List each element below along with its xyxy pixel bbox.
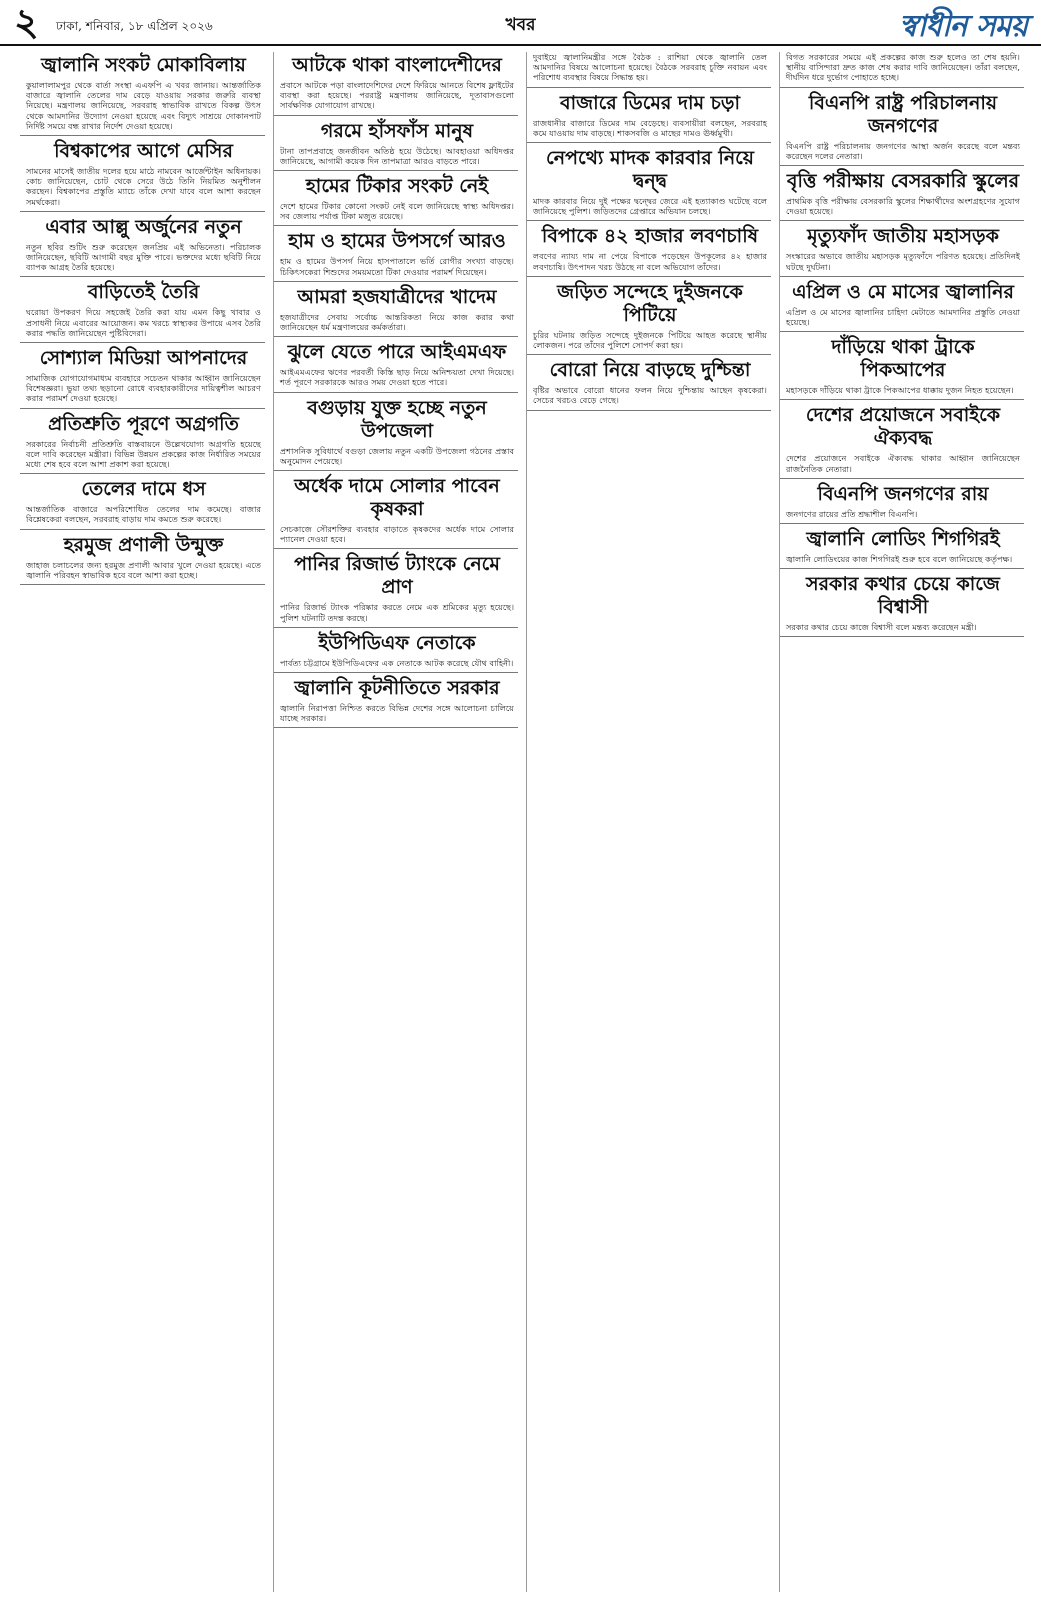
news-story [527, 359, 771, 410]
news-story [527, 225, 771, 276]
headline: বৃত্তি পরীক্ষায় বেসরকারি স্কুলের [786, 170, 1020, 193]
article-body: নতুন ছবির শুটিং শুরু করেছেন জনপ্রিয় এই অভিনেতা। পরিচালক জানিয়েছেন, ছবিটি আগামী বছর মুক্তি পাবে। ভক্তদের মধ্যে ছবিটি নিয়ে ব্যাপক আগ্রহ তৈরি হয়েছে। [26, 241, 261, 273]
news-story [274, 632, 518, 673]
headline: ইউপিডিএফ নেতাকে [318, 631, 476, 654]
newspaper-logo: স্বাধীন সময় [899, 9, 1027, 44]
article-body: প্রশাসনিক সুবিধার্থে বগুড়া জেলায় নতুন একটি উপজেলা গঠনের প্রস্তাব অনুমোদন পেয়েছে। [280, 445, 514, 466]
news-story [780, 336, 1024, 400]
news-story [20, 140, 265, 212]
headline: অর্ধেক দামে সোলার পাবেন কৃষকরা [294, 475, 500, 521]
headline: বাড়িতেই তৈরি [87, 281, 200, 304]
masthead [0, 0, 1041, 46]
article-body: জ্বালানি লোডিংয়ের কাজ শিগগিরই শুরু হবে বলে জানিয়েছে কর্তৃপক্ষ। [786, 554, 1013, 565]
article-body: জনগণের রায়ের প্রতি শ্রদ্ধাশীল বিএনপি। [786, 508, 918, 519]
article-body: পানির রিজার্ভ ট্যাংক পরিষ্কার করতে নেমে এক শ্রমিকের মৃত্যু হয়েছে। পুলিশ ঘটনাটি তদন্ত করছে। [280, 602, 514, 623]
dateline: ঢাকা, শনিবার, ১৮ এপ্রিল ২০২৬ [56, 19, 213, 33]
headline: হরমুজ প্রণালী উন্মুক্ত [63, 533, 224, 556]
headline: সোশ্যাল মিডিয়া আপনাদের [39, 347, 248, 370]
headline: জ্বালানি সংকট মোকাবিলায় [41, 54, 246, 76]
headline: বিএনপি রাষ্ট্র পরিচালনায় জনগণের [808, 91, 998, 137]
headline: প্রতিশ্রুতি পূরণে অগ্রগতি [48, 412, 239, 435]
article-body: বিগত সরকারের সময়ে এই প্রকল্পের কাজ শুরু হলেও তা শেষ হয়নি। স্থানীয় বাসিন্দারা দ্রুত কাজ শেষ করার দাবি জানিয়েছেন। তাঁরা বলছেন, দীর্ঘদিন ধরে দুর্ভোগ পোহাতে হচ্ছে। [786, 52, 1020, 83]
article-body: আইএমএফের ঋণের পরবর্তী কিস্তি ছাড় নিয়ে অনিশ্চয়তা দেখা দিয়েছে। শর্ত পূরণে সরকারকে আরও সময় দেওয়া হতে পারে। [280, 367, 514, 388]
headline: জড়িত সন্দেহে দুইজনকে পিটিয়ে [557, 280, 743, 326]
news-story [274, 677, 518, 728]
article-body: জাহাজ চলাচলের জন্য হরমুজ প্রণালী আবার খুলে দেওয়া হয়েছে। এতে জ্বালানি পরিবহন স্বাভাবিক হবে বলে আশা করা হচ্ছে। [26, 559, 261, 580]
article-body: বিএনপি রাষ্ট্র পরিচালনায় জনগণের আস্থা অর্জন করেছে বলে মন্তব্য করেছেন দলের নেতারা। [786, 140, 1020, 161]
headline: এবার আল্লু অর্জুনের নতুন [45, 215, 242, 238]
news-story [274, 397, 518, 471]
news-story [780, 404, 1024, 478]
news-story [274, 175, 518, 226]
page-number: ২ [14, 0, 39, 44]
article-body: বৃষ্টির অভাবে বোরো ধানের ফলন নিয়ে দুশ্চিন্তায় আছেন কৃষকেরা। সেচের খরচও বেড়ে গেছে। [533, 385, 767, 406]
headline: পানির রিজার্ভ ট্যাংকে নেমে প্রাণ [294, 553, 500, 599]
article-body: রাজধানীর বাজারে ডিমের দাম বেড়েছে। ব্যবসায়ীরা বলছেন, সরবরাহ কমে যাওয়ায় দাম বাড়ছে। শাকসবজি ও মাছের দামও ঊর্ধ্বমুখী। [533, 117, 767, 138]
section-title: খবর [505, 15, 536, 35]
article-body: এপ্রিল ও মে মাসের জ্বালানির চাহিদা মেটাতে আমদানির প্রস্তুতি নেওয়া হয়েছে। [786, 306, 1020, 328]
article-body: সামাজিক যোগাযোগমাধ্যম ব্যবহারে সচেতন থাকার আহ্বান জানিয়েছেন বিশেষজ্ঞরা। ভুয়া তথ্য ছড়ানো রোধে ব্যবহারকারীদের দায়িত্বশীল আচরণ করার পরামর্শ দেওয়া হয়েছে। [26, 373, 261, 404]
article-body: আন্তর্জাতিক বাজারে অপরিশোধিত তেলের দাম কমেছে। বাজার বিশ্লেষকেরা বলছেন, সরবরাহ বাড়ায় দাম কমতে শুরু করেছে। [26, 504, 261, 525]
news-story [20, 347, 265, 409]
headline: আমরা হজযাত্রীদের খাদেম [297, 285, 497, 308]
news-story [20, 216, 265, 278]
news-story [20, 54, 265, 136]
news-story [274, 341, 518, 392]
headline: তেলের দামে ধস [81, 478, 206, 501]
article-body: সরকার কথার চেয়ে কাজে বিশ্বাসী বলে মন্তব্য করেছেন মন্ত্রী। [786, 622, 977, 633]
news-story [780, 170, 1024, 221]
headline: আটকে থাকা বাংলাদেশীদের [292, 54, 502, 76]
column-4 [779, 52, 1024, 1592]
headline: জ্বালানি লোডিং শিগগিরই [806, 528, 1000, 551]
article-body: দেশে হামের টিকার কোনো সংকট নেই বলে জানিয়েছে স্বাস্থ্য অধিদপ্তর। সব জেলায় পর্যাপ্ত টিকা মজুত রয়েছে। [280, 201, 514, 222]
article-body: সেচকাজে সৌরশক্তির ব্যবহার বাড়াতে কৃষকদের অর্ধেক দামে সোলার প্যানেল দেওয়া হবে। [280, 524, 514, 545]
article-body: কুয়ালালামপুর থেকে বার্তা সংস্থা এএফপি এ খবর জানায়। আন্তর্জাতিক বাজারে জ্বালানি তেলের দাম বেড়ে যাওয়ায় সরকার জরুরি ব্যবস্থা নিয়েছে। মন্ত্রণালয় জানিয়েছে, সরবরাহ স্বাভাবিক রাখতে বিকল্প উৎস থেকে আমদানির উদ্যোগ নেওয়া হয়েছে এবং বিদ্যুৎ সাশ্রয়ে দোকানপাট নির্দিষ্ট সময়ে বন্ধ রাখার নির্দেশ দেওয়া হয়েছে। [26, 80, 261, 131]
headline: বাজারে ডিমের দাম চড়া [560, 91, 740, 114]
article-body: চুরির ঘটনায় জড়িত সন্দেহে দুইজনকে পিটিয়ে আহত করেছে স্থানীয় লোকজন। পরে তাঁদের পুলিশে সোপর্দ করা হয়। [533, 329, 767, 351]
headline: বিশ্বকাপের আগে মেসির [54, 140, 233, 163]
article-body: সামনের মাসেই জাতীয় দলের হয়ে মাঠে নামবেন আর্জেন্টাইন অধিনায়ক। কোচ জানিয়েছেন, চোট থেকে সেরে উঠে তিনি নিয়মিত অনুশীলন করছেন। বিশ্বকাপের প্রস্তুতি ম্যাচে তাঁকে দেখা যাবে বলে আশা করছেন সমর্থকেরা। [26, 166, 261, 207]
news-story [274, 54, 518, 116]
article-body: সংস্কারের অভাবে জাতীয় মহাসড়ক মৃত্যুফাঁদে পরিণত হয়েছে। প্রতিদিনই ঘটছে দুর্ঘটনা। [786, 251, 1020, 272]
article-body: দুবাইয়ে জ্বালানিমন্ত্রীর সঙ্গে বৈঠক : রাশিয়া থেকে জ্বালানি তেল আমদানির বিষয়ে আলোচনা হয়েছে। বৈঠকে সরবরাহ চুক্তি নবায়ন এবং পরিশোধ ব্যবস্থার বিষয়ে সিদ্ধান্ত হয়। [533, 52, 767, 83]
headline: সরকার কথার চেয়ে কাজে বিশ্বাসী [806, 573, 1000, 619]
headline: বগুড়ায় যুক্ত হচ্ছে নতুন উপজেলা [307, 396, 487, 442]
news-story [527, 147, 771, 221]
headline: দাঁড়িয়ে থাকা ট্রাকে পিকআপের [831, 336, 975, 382]
news-story [274, 230, 518, 281]
news-story [20, 281, 265, 343]
column-2 [273, 52, 518, 1592]
headline: বোরো নিয়ে বাড়ছে দুশ্চিন্তা [549, 359, 751, 382]
article-body: লবণের ন্যায্য দাম না পেয়ে বিপাকে পড়েছেন উপকূলের ৪২ হাজার লবণচাষি। উৎপাদন খরচ উঠছে না বলে অভিযোগ তাঁদের। [533, 251, 767, 272]
headline: গরমে হাঁসফাঁস মানুষ [320, 119, 474, 142]
news-story [274, 120, 518, 171]
article-body: সরকারের নির্বাচনী প্রতিশ্রুতি বাস্তবায়নে উল্লেখযোগ্য অগ্রগতি হয়েছে বলে দাবি করেছেন মন্ত্রীরা। বিভিন্ন উন্নয়ন প্রকল্পের কাজ নির্ধারিত সময়ের মধ্যে শেষ হবে বলে আশা প্রকাশ করা হয়েছে। [26, 438, 261, 470]
headline: হাম ও হামের উপসর্গে আরও [288, 230, 506, 253]
news-story [527, 92, 771, 143]
news-story [274, 475, 518, 549]
news-story [274, 286, 518, 337]
news-story [780, 281, 1024, 332]
news-story [20, 534, 265, 585]
article-body: ঘরোয়া উপকরণ দিয়ে সহজেই তৈরি করা যায় এমন কিছু খাবার ও প্রসাধনী নিয়ে এবারের আয়োজন। কম খরচে স্বাস্থ্যকর উপায়ে এসব তৈরি করার পদ্ধতি জানিয়েছেন পুষ্টিবিদেরা। [26, 307, 261, 338]
news-page [20, 52, 1024, 1592]
article-body: প্রবাসে আটকে পড়া বাংলাদেশিদের দেশে ফিরিয়ে আনতে বিশেষ ফ্লাইটের ব্যবস্থা করা হয়েছে। পররাষ্ট্র মন্ত্রণালয় জানিয়েছে, দূতাবাসগুলো সার্বক্ষণিক যোগাযোগ রাখছে। [280, 80, 514, 111]
column-1 [20, 52, 265, 1592]
news-story [780, 92, 1024, 166]
headline: ঝুলে যেতে পারে আইএমএফ [287, 341, 507, 364]
news-story [780, 483, 1024, 524]
news-story [780, 225, 1024, 276]
headline: এপ্রিল ও মে মাসের জ্বালানির [792, 280, 1014, 303]
headline: হামের টিকার সংকট নেই [305, 175, 489, 198]
article-body: হজযাত্রীদের সেবায় সর্বোচ্চ আন্তরিকতা নিয়ে কাজ করার কথা জানিয়েছেন ধর্ম মন্ত্রণালয়ের কর্মকর্তারা। [280, 311, 514, 333]
headline: মৃত্যুফাঁদ জাতীয় মহাসড়ক [807, 225, 999, 248]
news-story [780, 528, 1024, 569]
column-3 [526, 52, 771, 1592]
news-story [527, 281, 771, 355]
headline: বিপাকে ৪২ হাজার লবণচাষি [541, 225, 759, 248]
news-story [780, 52, 1024, 88]
article-body: পার্বত্য চট্টগ্রামে ইউপিডিএফের এক নেতাকে আটক করেছে যৌথ বাহিনী। [280, 657, 514, 668]
article-body: মাদক কারবার নিয়ে দুই পক্ষের দ্বন্দ্বের জেরে এই হত্যাকাণ্ড ঘটেছে বলে জানিয়েছে পুলিশ। জড়িতদের গ্রেপ্তারে অভিযান চলছে। [533, 196, 767, 217]
article-body: জ্বালানি নিরাপত্তা নিশ্চিত করতে বিভিন্ন দেশের সঙ্গে আলোচনা চালিয়ে যাচ্ছে সরকার। [280, 703, 514, 724]
article-body: হাম ও হামের উপসর্গ নিয়ে হাসপাতালে ভর্তি রোগীর সংখ্যা বাড়ছে। চিকিৎসকেরা শিশুদের সময়মতো টিকা দেওয়ার পরামর্শ দিয়েছেন। [280, 256, 514, 277]
article-body: প্রাথমিক বৃত্তি পরীক্ষায় বেসরকারি স্কুলের শিক্ষার্থীদের অংশগ্রহণের সুযোগ দেওয়া হয়েছে। [786, 196, 1020, 217]
headline: বিএনপি জনগণের রায় [817, 482, 989, 505]
article-body: টানা তাপপ্রবাহে জনজীবন অতিষ্ঠ হয়ে উঠেছে। আবহাওয়া অধিদপ্তর জানিয়েছে, আগামী কয়েক দিন তাপমাত্রা আরও বাড়তে পারে। [280, 145, 514, 166]
news-story [780, 573, 1024, 637]
headline: দেশের প্রয়োজনে সবাইকে ঐক্যবদ্ধ [805, 404, 1001, 450]
headline: জ্বালানি কূটনীতিতে সরকার [294, 677, 500, 700]
news-story [274, 553, 518, 627]
article-body: মহাসড়কে দাঁড়িয়ে থাকা ট্রাকে পিকআপের ধাক্কায় দুজন নিহত হয়েছেন। [786, 385, 1014, 396]
news-story [20, 478, 265, 529]
news-story [20, 413, 265, 475]
article-body: দেশের প্রয়োজনে সবাইকে ঐক্যবদ্ধ থাকার আহ্বান জানিয়েছেন রাজনৈতিক নেতারা। [786, 453, 1020, 474]
headline: নেপথ্যে মাদক কারবার নিয়ে দ্বন্দ্ব [546, 147, 754, 193]
news-story [527, 52, 771, 88]
